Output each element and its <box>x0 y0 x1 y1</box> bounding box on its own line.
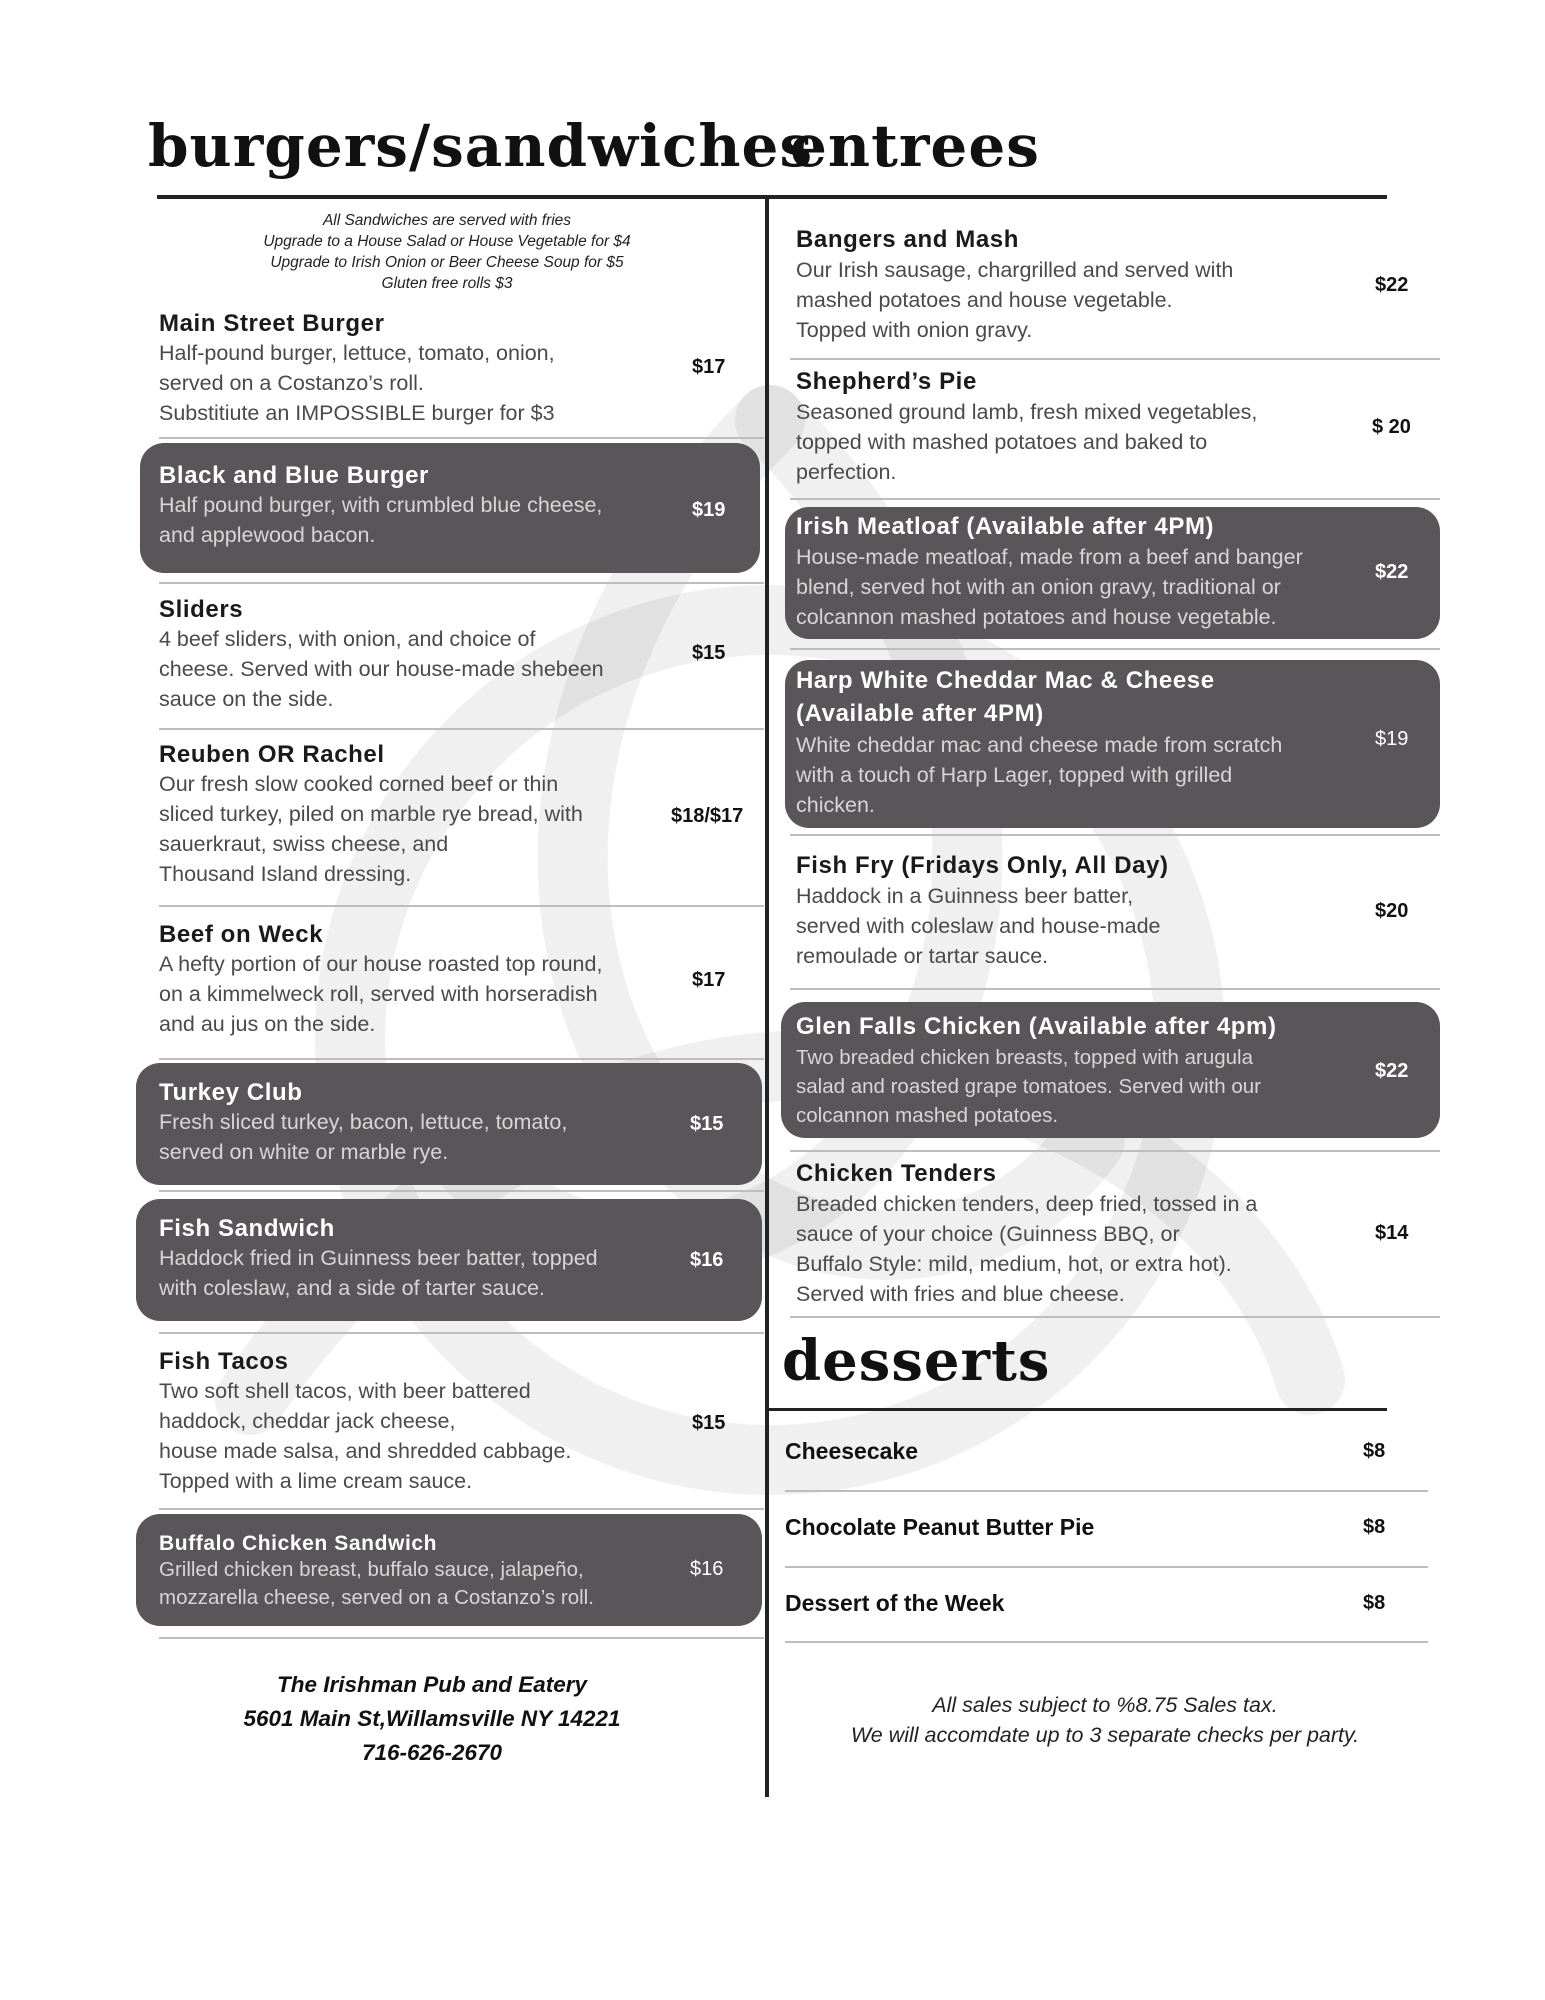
item-description: Two breaded chicken breasts, topped with arugula salad and roasted grape tomatoes. Served with our colcannon mashed potatoes. <box>796 1046 1261 1127</box>
item-price: $22 <box>1375 1060 1409 1082</box>
item-name: Buffalo Chicken Sandwich <box>159 1532 438 1555</box>
item-price: $19 <box>692 499 726 521</box>
item-divider <box>159 582 764 584</box>
item-description: Haddock fried in Guinness beer batter, topped with coleslaw, and a side of tarter sauce. <box>159 1246 598 1300</box>
dessert-cheesecake <box>785 1438 1385 1478</box>
item-name: Harp White Cheddar Mac & Cheese (Available after 4PM) <box>796 667 1215 727</box>
menu-item-sliders <box>140 590 760 725</box>
dessert-chocolate-peanut-butter-pie <box>785 1514 1385 1554</box>
item-name: Chicken Tenders <box>796 1160 997 1187</box>
item-name: Beef on Weck <box>159 921 324 948</box>
menu-item-main-street-burger <box>140 300 760 435</box>
item-description: 4 beef sliders, with onion, and choice of cheese. Served with our house-made shebeen sauce on the side. <box>159 627 604 711</box>
menu-item-harp-mac-and-cheese <box>785 660 1440 828</box>
item-price: $19 <box>1375 728 1409 750</box>
note-line: Upgrade to a House Salad or House Vegetable for $4 <box>263 233 631 250</box>
item-name: Main Street Burger <box>159 310 385 337</box>
tax-note: All sales subject to %8.75 Sales tax. <box>932 1693 1278 1717</box>
menu-item-bangers-and-mash <box>780 222 1440 354</box>
item-price: $15 <box>690 1113 724 1135</box>
menu-item-turkey-club <box>136 1063 762 1185</box>
item-price: $17 <box>692 969 726 991</box>
item-description: Fresh sliced turkey, bacon, lettuce, tomato, served on white or marble rye. <box>159 1110 568 1164</box>
item-description: Breaded chicken tenders, deep fried, tossed in a sauce of your choice (Guinness BBQ, or Buffalo Style: mild, medium, hot, or extra hot). Served with fries and blue cheese. <box>796 1192 1258 1306</box>
item-description: Half-pound burger, lettuce, tomato, onion, served on a Costanzo’s roll. Substitiute an IMPOSSIBLE burger for $3 <box>159 341 555 425</box>
item-divider <box>785 1641 1428 1643</box>
item-divider <box>159 1190 764 1192</box>
menu-item-reuben-or-rachel <box>140 735 760 900</box>
item-description: Seasoned ground lamb, fresh mixed vegetables, topped with mashed potatoes and baked to perfection. <box>796 400 1258 484</box>
menu-item-fish-sandwich <box>136 1199 762 1321</box>
desserts-heading: desserts <box>782 1328 1051 1394</box>
checks-note: We will accomdate up to 3 separate checks per party. <box>850 1723 1360 1747</box>
item-price: $16 <box>690 1558 724 1580</box>
item-description: House-made meatloaf, made from a beef and banger blend, served hot with an onion gravy, traditional or colcannon mashed potatoes and house vegetable. <box>796 545 1303 629</box>
item-price: $15 <box>692 642 726 664</box>
note-line: Upgrade to Irish Onion or Beer Cheese Soup for $5 <box>270 254 624 271</box>
item-price: $22 <box>1375 274 1409 296</box>
item-price: $14 <box>1375 1222 1409 1244</box>
item-divider <box>790 1150 1440 1152</box>
dessert-name: Cheesecake <box>785 1438 918 1464</box>
item-description: Our Irish sausage, chargrilled and served with mashed potatoes and house vegetable. Topped with onion gravy. <box>796 258 1234 342</box>
menu-item-fish-tacos <box>140 1342 760 1507</box>
burgers-heading: burgers/sandwiches <box>148 112 814 180</box>
item-price: $17 <box>692 356 726 378</box>
item-price: $15 <box>692 1412 726 1434</box>
item-name: Bangers and Mash <box>796 226 1019 253</box>
item-description: Our fresh slow cooked corned beef or thin sliced turkey, piled on marble rye bread, with sauerkraut, swiss cheese, and Thousand Island dressing. <box>159 772 583 886</box>
item-divider <box>790 834 1440 836</box>
pub-name: The Irishman Pub and Eatery <box>276 1672 588 1697</box>
column-divider <box>765 195 769 1797</box>
item-description: Haddock in a Guinness beer batter, served with coleslaw and house-made remoulade or tartar sauce. <box>796 884 1161 968</box>
menu-item-irish-meatloaf <box>785 507 1440 639</box>
pub-address: 5601 Main St,Willamsville NY 14221 <box>243 1706 621 1731</box>
menu-item-black-and-blue-burger <box>140 443 760 573</box>
note-line: All Sandwiches are served with fries <box>322 212 572 229</box>
dessert-rule <box>767 1408 1387 1411</box>
dessert-name: Dessert of the Week <box>785 1590 1005 1616</box>
item-name: Irish Meatloaf (Available after 4PM) <box>796 513 1215 540</box>
item-price: $20 <box>1375 900 1409 922</box>
dessert-of-the-week <box>785 1590 1385 1630</box>
item-divider <box>785 1490 1428 1492</box>
item-divider <box>159 1508 764 1510</box>
top-rule <box>157 195 1387 199</box>
item-name: Black and Blue Burger <box>159 462 430 489</box>
item-name: Fish Tacos <box>159 1348 289 1375</box>
menu-item-chicken-tenders <box>780 1156 1440 1316</box>
menu-item-beef-on-weck <box>140 915 760 1055</box>
item-divider <box>790 988 1440 990</box>
item-name: Glen Falls Chicken (Available after 4pm) <box>796 1013 1277 1040</box>
item-divider <box>159 728 764 730</box>
item-divider <box>790 358 1440 360</box>
item-description: White cheddar mac and cheese made from scratch with a touch of Harp Lager, topped with grilled chicken. <box>796 733 1283 817</box>
item-name: Sliders <box>159 596 244 623</box>
item-name: Fish Sandwich <box>159 1215 335 1242</box>
menu-item-fish-fry <box>780 848 1440 980</box>
dessert-price: $8 <box>1363 1592 1386 1614</box>
note-line: Gluten free rolls $3 <box>381 275 513 292</box>
item-name: Reuben OR Rachel <box>159 741 385 768</box>
item-description: Grilled chicken breast, buffalo sauce, jalapeño, mozzarella cheese, served on a Costanzo’s roll. <box>159 1558 594 1609</box>
menu-item-shepherds-pie <box>780 364 1440 496</box>
pub-contact <box>157 1668 707 1770</box>
item-price: $22 <box>1375 561 1409 583</box>
menu-item-buffalo-chicken-sandwich <box>136 1514 762 1626</box>
entrees-heading: entrees <box>790 112 1040 180</box>
dessert-price: $8 <box>1363 1440 1386 1462</box>
item-price: $16 <box>690 1249 724 1271</box>
item-description: A hefty portion of our house roasted top round, on a kimmelweck roll, served with horseradish and au jus on the side. <box>159 952 603 1036</box>
dessert-price: $8 <box>1363 1516 1386 1538</box>
pub-phone: 716-626-2670 <box>361 1740 503 1765</box>
sandwich-notes <box>157 210 737 294</box>
item-description: Half pound burger, with crumbled blue cheese, and applewood bacon. <box>159 493 603 547</box>
item-divider <box>159 905 764 907</box>
item-name: Shepherd’s Pie <box>796 368 977 395</box>
item-divider <box>790 1316 1440 1318</box>
item-divider <box>159 1058 764 1060</box>
sales-notes <box>780 1690 1430 1750</box>
item-divider <box>785 1566 1428 1568</box>
dessert-name: Chocolate Peanut Butter Pie <box>785 1514 1095 1540</box>
item-name: Fish Fry (Fridays Only, All Day) <box>796 852 1169 879</box>
item-divider <box>790 498 1440 500</box>
item-divider <box>790 648 1440 650</box>
item-price: $18/$17 <box>671 805 744 827</box>
item-divider <box>159 1637 764 1639</box>
item-divider <box>159 1332 764 1334</box>
item-name: Turkey Club <box>159 1079 303 1106</box>
item-description: Two soft shell tacos, with beer battered haddock, cheddar jack cheese, house made salsa, and shredded cabbage. Topped with a lime cream sauce. <box>159 1379 572 1493</box>
menu-item-glen-falls-chicken <box>781 1002 1440 1138</box>
item-divider <box>159 437 764 439</box>
item-price: $ 20 <box>1372 416 1411 438</box>
